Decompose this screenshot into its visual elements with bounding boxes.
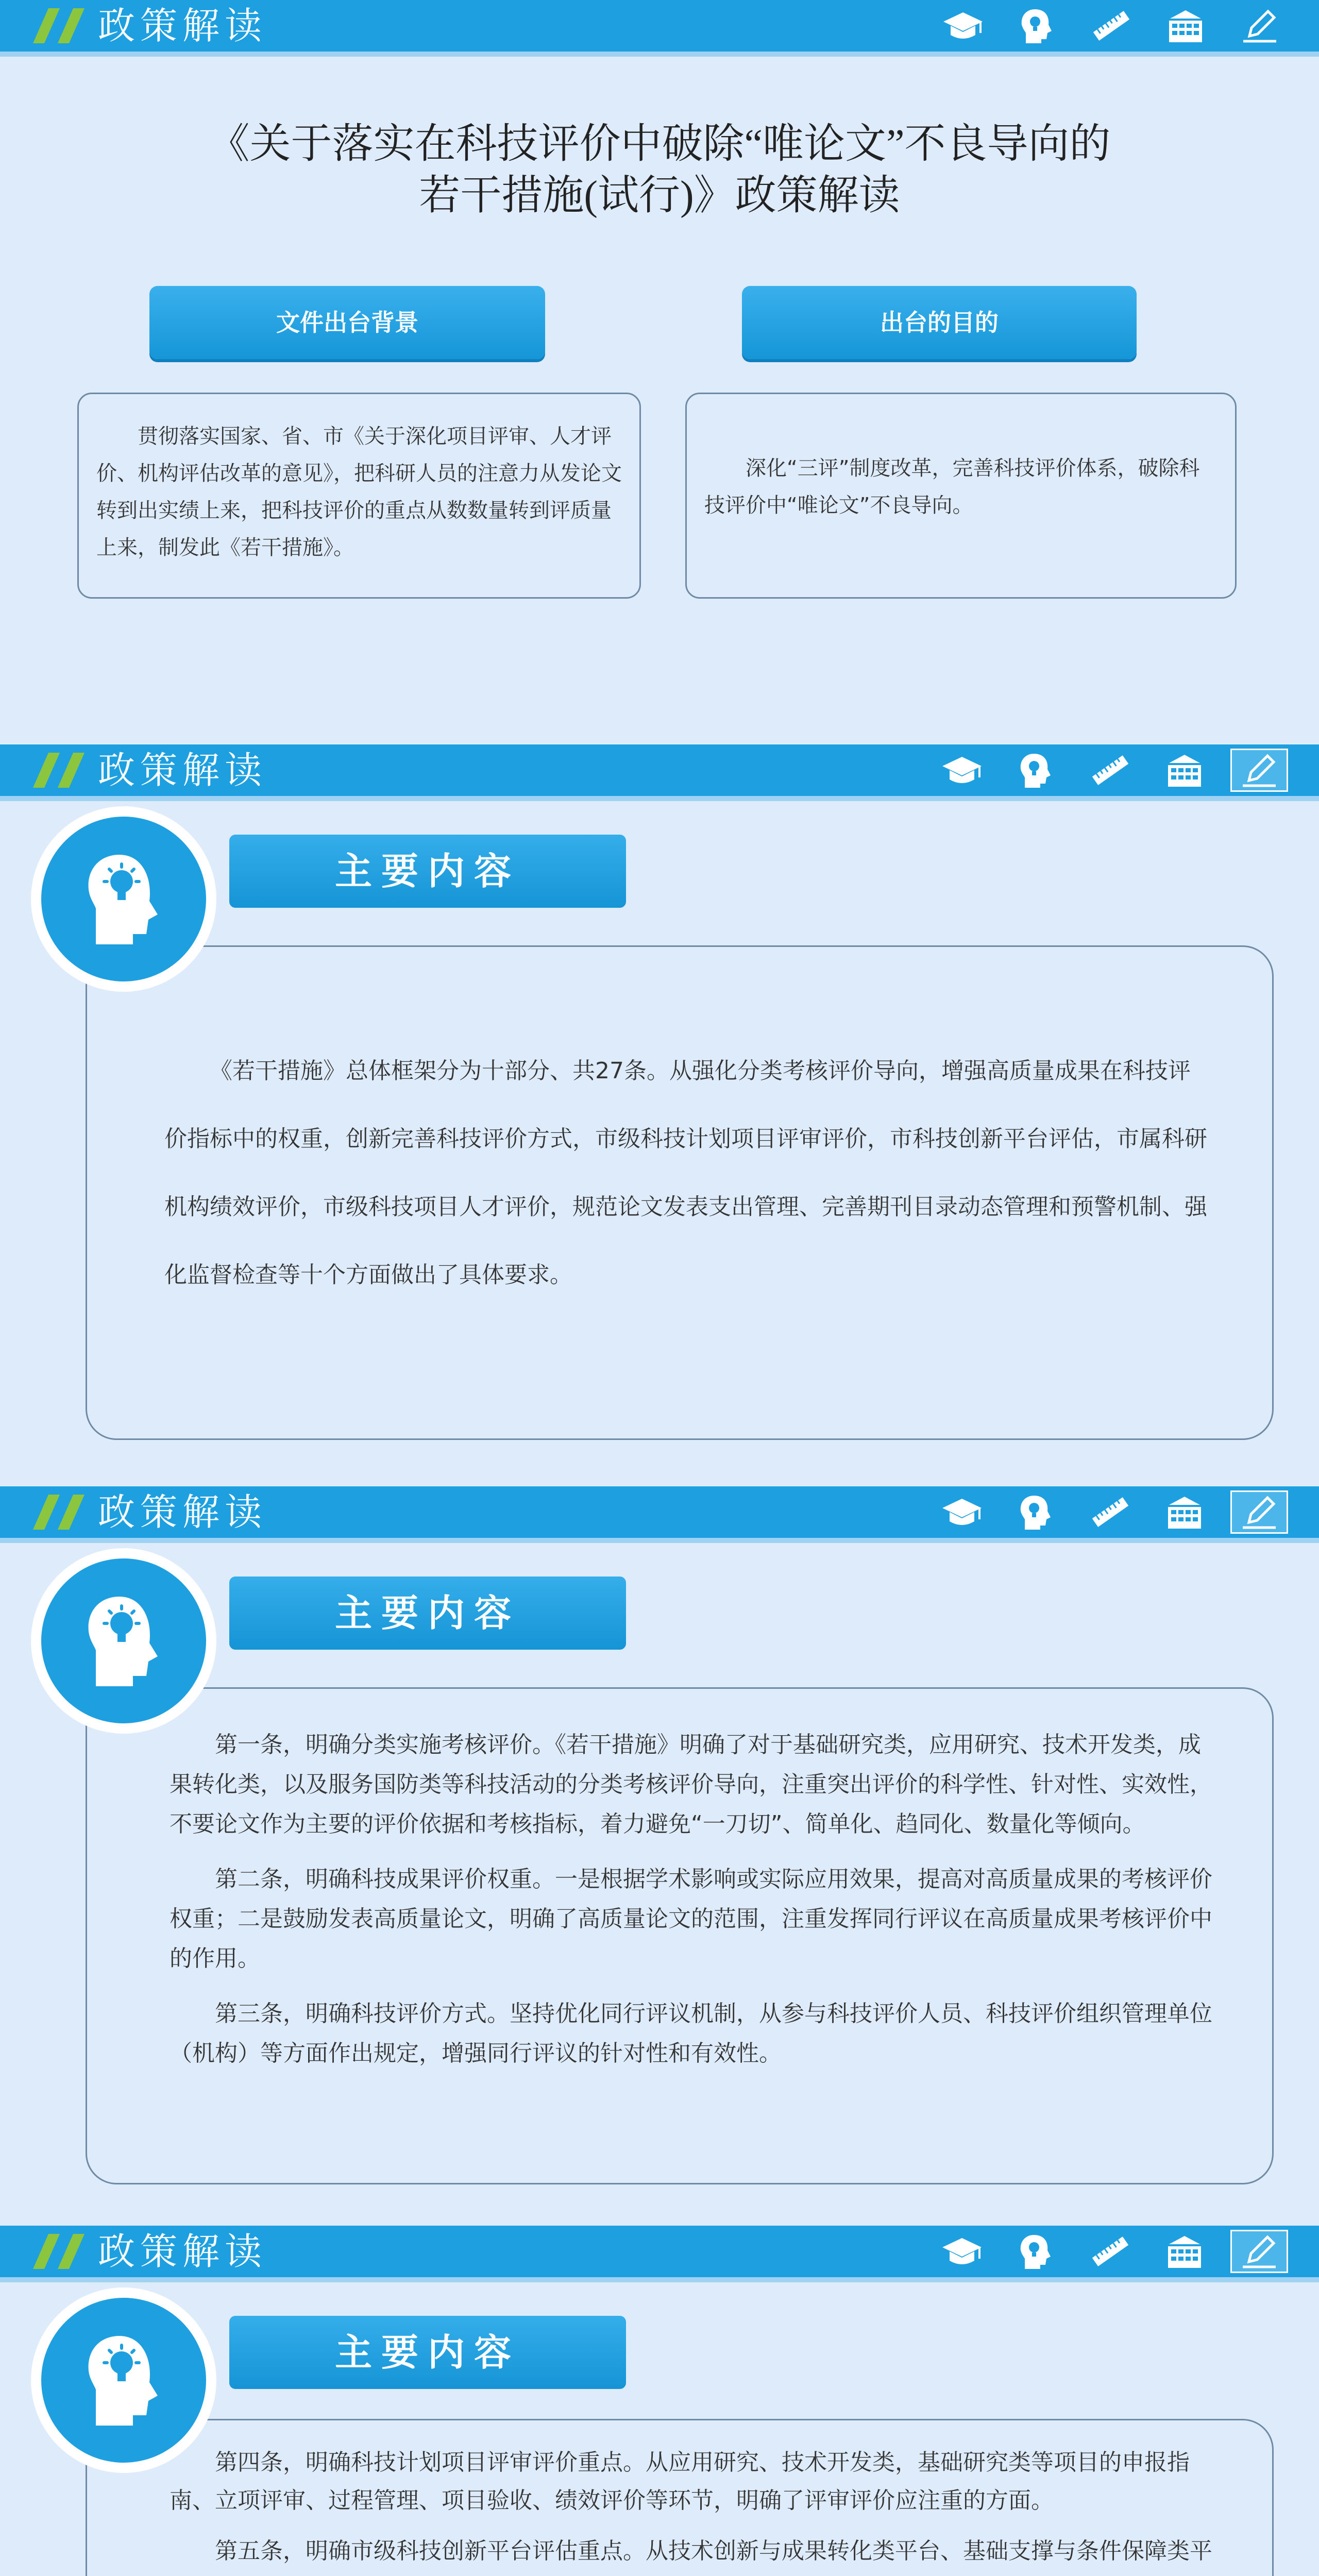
header-title: 政策解读 <box>98 2230 267 2273</box>
ruler-icon[interactable] <box>1082 1490 1139 1534</box>
section-label: 主要内容 <box>229 2316 626 2389</box>
header-bar <box>0 0 1319 52</box>
content-box <box>86 2419 1274 2576</box>
pencil-icon[interactable] <box>1230 1490 1288 1534</box>
slashes-icon <box>33 753 90 788</box>
ruler-icon[interactable] <box>1082 2230 1139 2273</box>
head-lightbulb-icon <box>72 1589 175 1692</box>
content-box <box>86 1687 1274 2184</box>
header-bar <box>0 2226 1319 2277</box>
background-text: 贯彻落实国家、省、市《关于深化项目评审、人才评价、机构评估改革的意见》，把科研人员的注意力从发论文转到出实绩上来，把科技评价的重点从数数量转到评质量上来，制发此《若干措施》。 <box>96 425 622 560</box>
section-label: 主要内容 <box>229 1577 626 1650</box>
head-lightbulb-icon[interactable] <box>1009 4 1066 47</box>
bulb-badge <box>31 2287 216 2473</box>
header-bar <box>0 1486 1319 1538</box>
graduation-cap-icon[interactable] <box>934 1490 990 1534</box>
header-title: 政策解读 <box>98 1490 267 1534</box>
calculator-icon[interactable] <box>1156 1490 1213 1534</box>
background-tab-button[interactable]: 文件出台背景 <box>149 286 545 359</box>
purpose-text-box <box>685 393 1237 599</box>
content-paragraph: 《若干措施》总体框架分为十部分、共27条。从强化分类考核评价导向，增强高质量成果在科技评价指标中的权重，创新完善科技评价方式，市级科技计划项目评审评价，市科技创新平台评估，市属科研机构绩效评价，市级科技项目人才评价，规范论文发表支出管理、完善期刊目录动态管理和预警机制、强化监督检查等十个方面做出了具体要求。 <box>164 1058 1207 1288</box>
content-paragraph: 第五条，明确市级科技创新平台评估重点。从技术创新与成果转化类平台、基础支撑与条件保障类平 <box>215 2538 1212 2564</box>
head-lightbulb-icon[interactable] <box>1008 749 1064 792</box>
header-icon-bar <box>934 1490 1288 1534</box>
page-title-line2: 若干措施(试行)》政策解读 <box>419 173 900 218</box>
page-title-line1: 《关于落实在科技评价中破除“唯论文”不良导向的 <box>208 122 1111 167</box>
slashes-icon <box>33 1495 90 1530</box>
calculator-icon[interactable] <box>1156 749 1213 792</box>
content-paragraph: 第三条，明确科技评价方式。坚持优化同行评议机制，从参与科技评价人员、科技评价组织管理单位（机构）等方面作出规定，增强同行评议的针对性和有效性。 <box>170 2001 1212 2066</box>
purpose-text: 深化“三评”制度改革，完善科技评价体系，破除科技评价中“唯论文”不良导向。 <box>704 456 1200 517</box>
purpose-tab-button[interactable]: 出台的目的 <box>742 286 1137 359</box>
header-title: 政策解读 <box>98 4 267 47</box>
header-icon-bar <box>934 749 1288 792</box>
calculator-icon[interactable] <box>1157 4 1214 47</box>
header-icon-bar <box>934 2230 1288 2273</box>
head-lightbulb-icon[interactable] <box>1008 1490 1064 1534</box>
slashes-icon <box>33 8 90 43</box>
content-paragraph: 第一条，明确分类实施考核评价。《若干措施》明确了对于基础研究类，应用研究、技术开发类，成果转化类，以及服务国防类等科技活动的分类考核评价导向，注重突出评价的科学性、针对性、实效性，不要论文作为主要的评价依据和考核指标，着力避免“一刀切”、简单化、趋同化、数量化等倾向。 <box>170 1732 1212 1837</box>
content-box <box>86 945 1274 1440</box>
header-title: 政策解读 <box>98 749 267 792</box>
head-lightbulb-icon[interactable] <box>1008 2230 1064 2273</box>
bulb-badge <box>31 806 216 992</box>
content-paragraph: 第二条，明确科技成果评价权重。一是根据学术影响或实际应用效果，提高对高质量成果的考核评价权重；二是鼓励发表高质量论文，明确了高质量论文的范围，注重发挥同行评议在高质量成果考核评价中的作用。 <box>170 1866 1212 1972</box>
graduation-cap-icon[interactable] <box>935 4 991 47</box>
graduation-cap-icon[interactable] <box>934 749 990 792</box>
section-label: 主要内容 <box>229 835 626 908</box>
bulb-badge <box>31 1548 216 1734</box>
head-lightbulb-icon <box>72 2329 175 2432</box>
pencil-icon[interactable] <box>1231 4 1288 47</box>
pencil-icon[interactable] <box>1230 2230 1288 2273</box>
graduation-cap-icon[interactable] <box>934 2230 990 2273</box>
background-text-box <box>77 393 641 599</box>
ruler-icon[interactable] <box>1083 4 1140 47</box>
content-paragraph: 第四条，明确科技计划项目评审评价重点。从应用研究、技术开发类，基础研究类等项目的申报指南、立项评审、过程管理、项目验收、绩效评价等环节，明确了评审评价应注重的方面。 <box>170 2449 1190 2514</box>
header-icon-bar <box>935 4 1288 47</box>
ruler-icon[interactable] <box>1082 749 1139 792</box>
header-bar <box>0 744 1319 796</box>
head-lightbulb-icon <box>72 848 175 951</box>
pencil-icon[interactable] <box>1230 749 1288 792</box>
slashes-icon <box>33 2234 90 2269</box>
calculator-icon[interactable] <box>1156 2230 1213 2273</box>
